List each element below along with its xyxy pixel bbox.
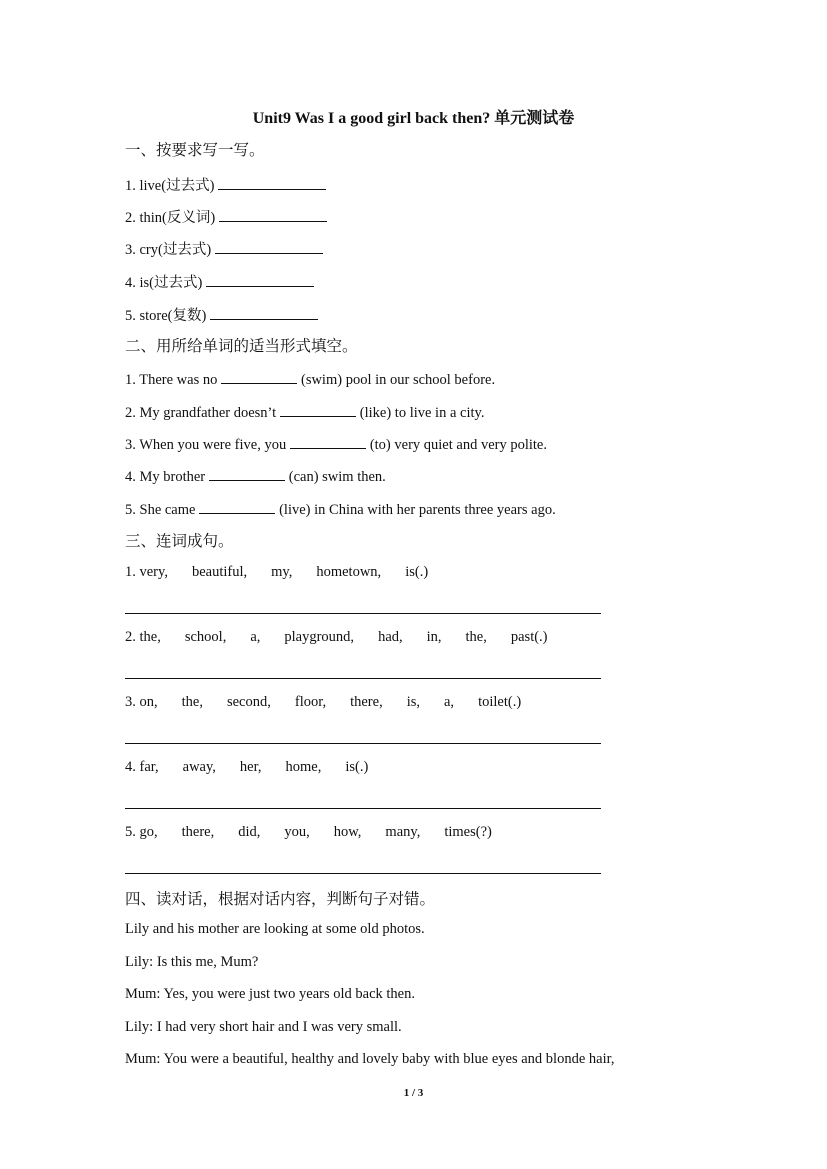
word: school,	[184, 629, 227, 645]
word: is,	[406, 694, 420, 710]
word: is(.)	[405, 564, 429, 580]
word: a,	[250, 629, 261, 645]
s1-item-4-text: 4. is(过去式)	[125, 275, 203, 291]
word: 4. far,	[125, 759, 159, 775]
word: times(?)	[444, 824, 492, 840]
s1-item-2	[125, 206, 327, 227]
s2-item-2-before: 2. My grandfather doesn’t	[125, 405, 277, 421]
word: past(.)	[510, 629, 548, 645]
answer-line[interactable]	[125, 613, 601, 614]
word: beautiful,	[191, 564, 248, 580]
page-number: 1 / 3	[403, 1087, 424, 1099]
word: there,	[181, 824, 215, 840]
s3-item-3	[125, 694, 545, 711]
dialogue-line: Mum: Yes, you were just two years old back then.	[125, 986, 415, 1002]
section-3-heading: 三、连词成句。	[125, 532, 234, 550]
word: 1. very,	[125, 564, 168, 580]
word: you,	[284, 824, 310, 840]
word: how,	[333, 824, 362, 840]
dialogue-line: Lily and his mother are looking at some old photos.	[125, 921, 425, 937]
s1-item-5-text: 5. store(复数)	[125, 308, 207, 324]
s2-item-3	[125, 434, 547, 454]
s3-item-1	[125, 564, 452, 581]
answer-line[interactable]	[125, 808, 601, 809]
answer-line[interactable]	[125, 873, 601, 874]
answer-blank[interactable]	[215, 239, 323, 254]
word: hometown,	[316, 564, 382, 580]
s3-item-5	[125, 824, 516, 841]
s1-item-3-text: 3. cry(过去式)	[125, 242, 212, 258]
word: the,	[465, 629, 487, 645]
dialogue-line: Lily: I had very short hair and I was very small.	[125, 1019, 402, 1035]
s2-item-1-before: 1. There was no	[125, 372, 218, 388]
word: her,	[239, 759, 262, 775]
dialogue-line: Lily: Is this me, Mum?	[125, 954, 259, 970]
s2-item-2-after: (like) to live in a city.	[359, 405, 485, 421]
s2-item-3-before: 3. When you were five, you	[125, 437, 287, 453]
answer-line[interactable]	[125, 678, 601, 679]
answer-blank[interactable]	[209, 466, 285, 481]
word: a,	[444, 694, 455, 710]
word: did,	[238, 824, 261, 840]
word: 2. the,	[125, 629, 161, 645]
s2-item-2	[125, 402, 484, 422]
word: toilet(.)	[478, 694, 522, 710]
s2-item-3-after: (to) very quiet and very polite.	[369, 437, 547, 453]
s1-item-5	[125, 304, 318, 325]
word: many,	[385, 824, 421, 840]
word: home,	[285, 759, 322, 775]
word: in,	[426, 629, 442, 645]
word: my,	[271, 564, 293, 580]
s2-item-4-after: (can) swim then.	[288, 469, 386, 485]
word: 3. on,	[125, 694, 158, 710]
word: 5. go,	[125, 824, 158, 840]
word: there,	[350, 694, 383, 710]
s2-item-4-before: 4. My brother	[125, 469, 206, 485]
answer-blank[interactable]	[218, 175, 326, 190]
s2-item-4	[125, 466, 386, 486]
s2-item-5-after: (live) in China with her parents three years ago.	[279, 502, 556, 518]
word: the,	[181, 694, 203, 710]
s1-item-1-text: 1. live(过去式)	[125, 178, 215, 194]
answer-line[interactable]	[125, 743, 601, 744]
answer-blank[interactable]	[210, 305, 318, 320]
word: playground,	[284, 629, 355, 645]
s1-item-4	[125, 271, 314, 292]
page-title: Unit9 Was I a good girl back then? 单元测试卷	[252, 110, 575, 127]
answer-blank[interactable]	[221, 369, 297, 384]
answer-blank[interactable]	[290, 434, 366, 449]
dialogue-line: Mum: You were a beautiful, healthy and lovely baby with blue eyes and blonde hair,	[125, 1051, 615, 1067]
answer-blank[interactable]	[219, 207, 327, 222]
s3-item-2	[125, 629, 572, 646]
answer-blank[interactable]	[280, 402, 356, 417]
section-4-heading: 四、读对话，根据对话内容，判断句子对错。	[125, 890, 436, 908]
answer-blank[interactable]	[206, 272, 314, 287]
s2-item-1	[125, 369, 495, 389]
section-1-heading: 一、按要求写一写。	[125, 141, 265, 159]
s2-item-1-after: (swim) pool in our school before.	[300, 372, 496, 388]
word: away,	[182, 759, 216, 775]
s1-item-3	[125, 238, 323, 259]
answer-blank[interactable]	[199, 499, 275, 514]
s1-item-1	[125, 174, 326, 195]
section-2-heading: 二、用所给单词的适当形式填空。	[125, 337, 358, 355]
word: is(.)	[345, 759, 369, 775]
s1-item-2-text: 2. thin(反义词)	[125, 210, 216, 226]
s2-item-5-before: 5. She came	[125, 502, 196, 518]
s3-item-4	[125, 759, 392, 776]
word: had,	[378, 629, 403, 645]
word: second,	[226, 694, 271, 710]
s2-item-5	[125, 499, 556, 519]
word: floor,	[294, 694, 327, 710]
